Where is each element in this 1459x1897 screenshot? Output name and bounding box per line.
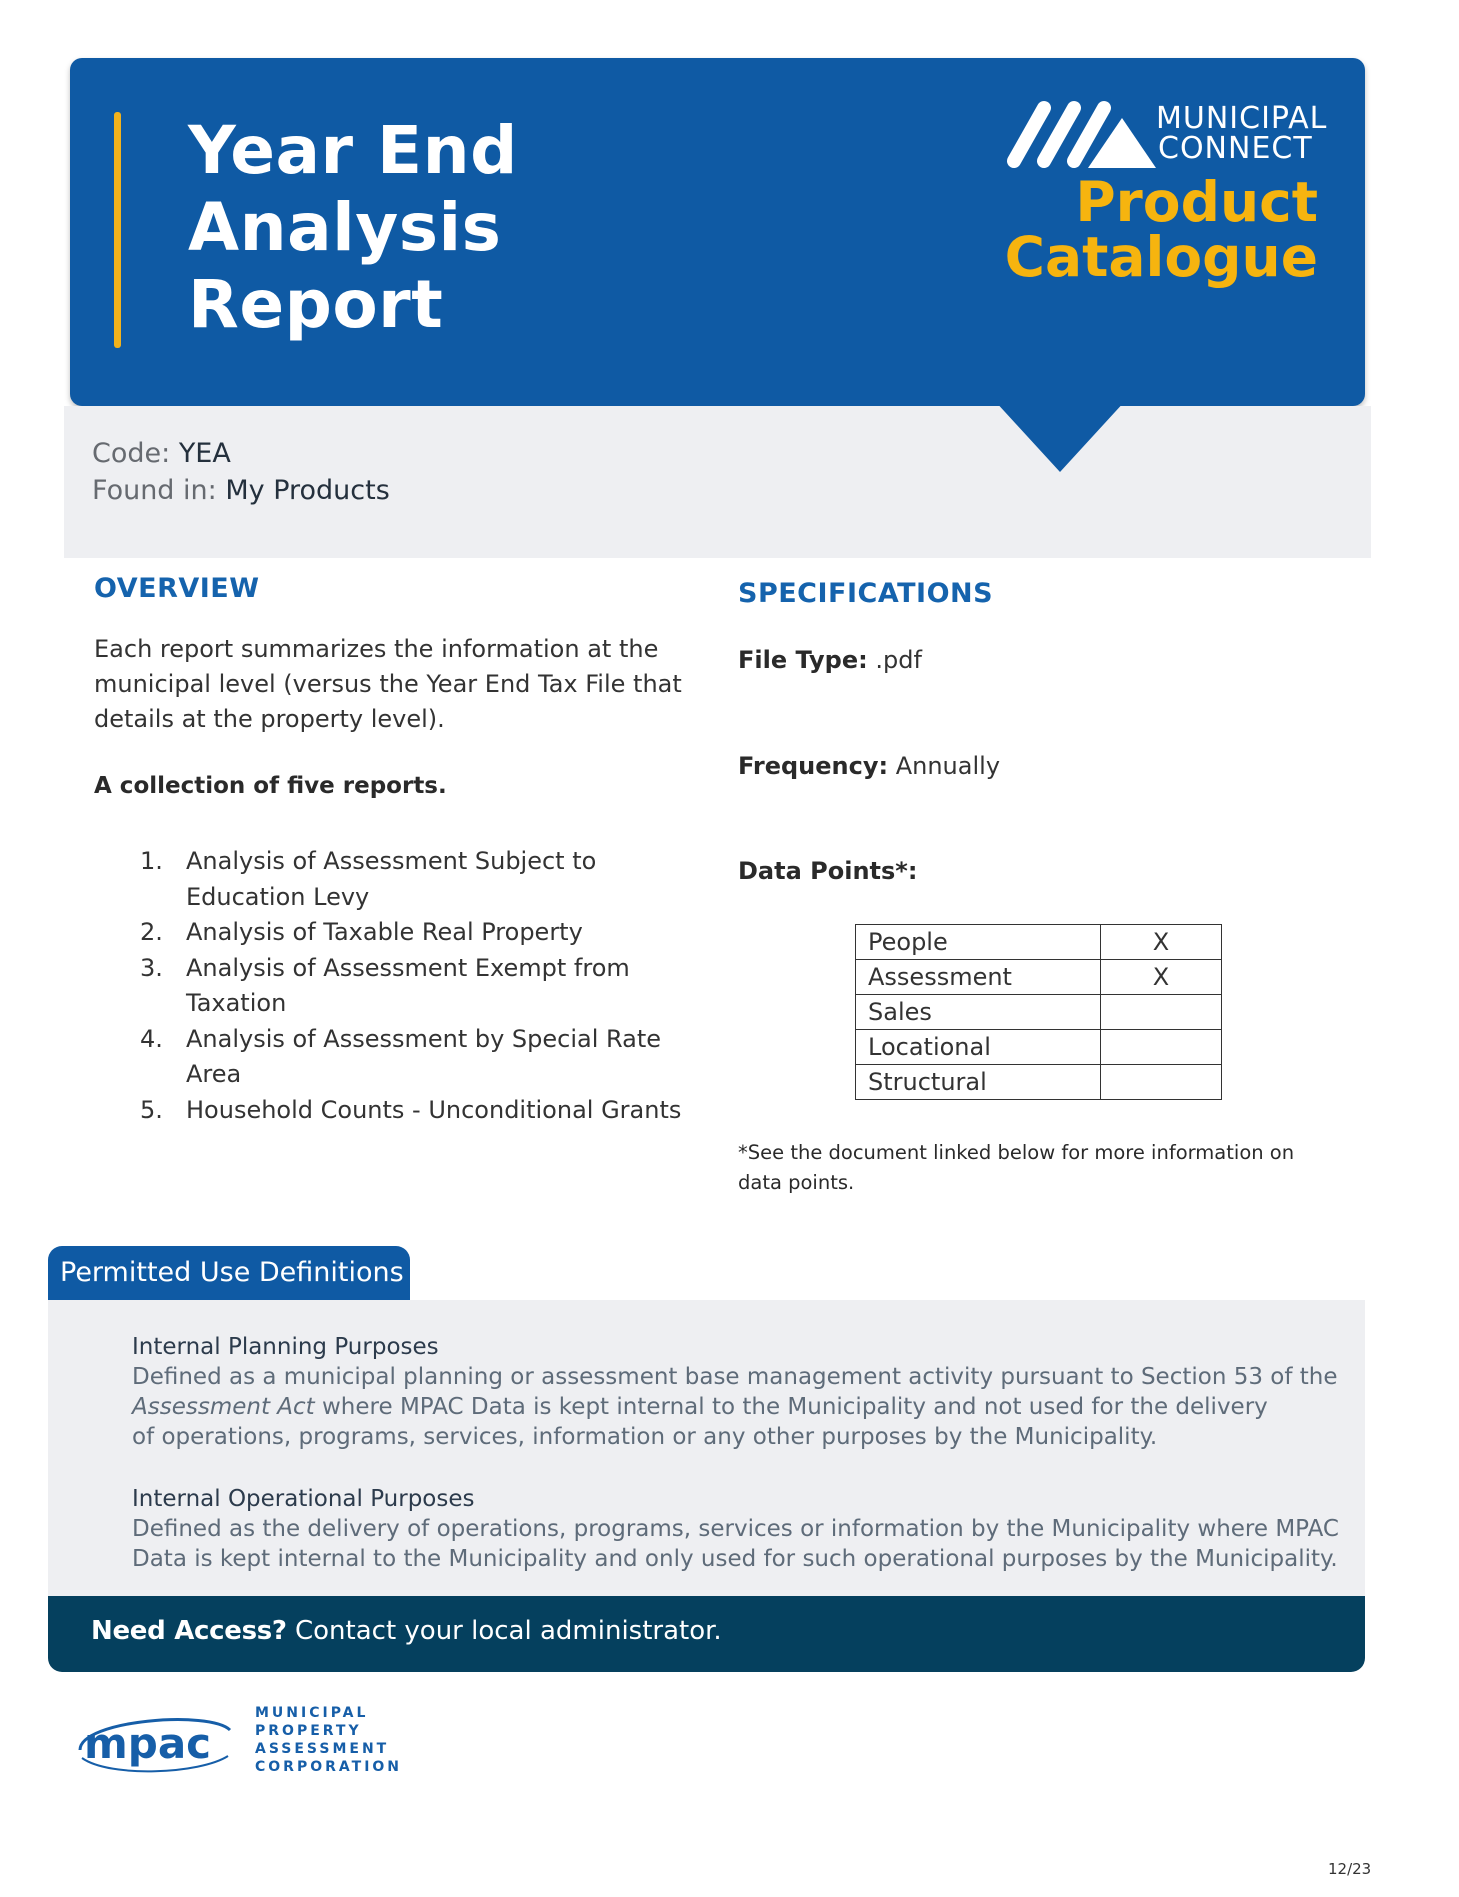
file-type-value: .pdf [875,646,922,674]
list-item-text: Analysis of Assessment by Special Rate Area [186,1024,662,1088]
specifications-heading: SPECIFICATIONS [738,578,994,609]
definition-text-planning-part-1: Defined as a municipal planning or assessment base management activity pursuant to Section 53 of the [132,1364,1338,1390]
data-point-label: Sales [856,995,1101,1030]
code-line [92,438,231,470]
collection-label: A collection of five reports. [94,773,447,799]
definition-text-operational-line-2: Data is kept internal to the Municipality and only used for such operational purposes by the Municipality. [132,1546,1338,1572]
page-number: 12/23 [1328,1860,1372,1878]
product-meta-box [64,406,1371,558]
frequency-label: Frequency: [738,752,889,780]
data-point-label: Assessment [856,960,1101,995]
org-line-1: MUNICIPAL [255,1705,369,1721]
definition-title-operational: Internal Operational Purposes [132,1486,475,1512]
data-points-line [738,857,917,885]
list-item-number: 4. [140,1024,163,1053]
permitted-use-tab-label: Permitted Use Definitions [60,1257,404,1288]
found-in-value: My Products [225,475,390,506]
list-item-number: 5. [140,1095,163,1124]
definition-text-planning-part-3: of operations, programs, services, information or any other purposes by the Municipality. [132,1424,1158,1450]
table-row [856,1030,1222,1065]
list-item [140,1022,700,1093]
org-line-4: CORPORATION [255,1759,403,1775]
need-access-strong: Need Access? [91,1616,287,1646]
data-points-label: Data Points*: [738,857,918,885]
definition-title-planning: Internal Planning Purposes [132,1334,439,1360]
mpac-org-name [255,1704,402,1776]
frequency-line [738,752,1000,780]
definition-text-planning-part-2: where MPAC Data is kept internal to the Municipality and not used for the delivery [322,1394,1268,1420]
table-row [856,995,1222,1030]
mpac-logo-icon [70,1700,240,1780]
list-item [140,1093,700,1129]
list-item [140,844,700,915]
frequency-value: Annually [895,752,1001,780]
org-line-3: ASSESSMENT [255,1741,390,1757]
data-point-mark: X [1101,960,1222,995]
brand-word-municipal: MUNICIPAL [1156,101,1328,136]
product-catalogue-label: Product Catalogue [1004,170,1318,289]
list-item [140,915,700,951]
list-item-number: 2. [140,918,163,946]
list-item-text: Analysis of Assessment Exempt from Taxation [186,953,630,1017]
definition-text-operational-line-1: Defined as the delivery of operations, programs, services or information by the Municipality where MPAC [132,1516,1339,1542]
list-item-number: 3. [140,953,163,982]
data-point-label: Structural [856,1065,1101,1100]
table-row [856,960,1222,995]
list-item-text: Analysis of Taxable Real Property [186,918,583,946]
list-item-text: Household Counts - Unconditional Grants [186,1095,682,1124]
definition-text-planning [132,1362,1338,1452]
need-access-contact: Contact your local administrator. [294,1616,722,1646]
overview-heading: OVERVIEW [94,573,260,604]
need-access-bar [48,1596,1365,1672]
permitted-use-tab [48,1246,410,1300]
accent-bar [114,112,121,348]
table-row [856,1065,1222,1100]
data-point-mark [1101,995,1222,1030]
report-title-line-3: Report [188,266,444,343]
table-row [856,925,1222,960]
assessment-act-reference: Assessment Act [132,1394,315,1420]
permitted-use-box [48,1300,1365,1596]
report-title-line-2: Analysis [188,189,502,266]
data-points-footnote: *See the document linked below for more information on data points. [738,1141,1295,1194]
header-banner [70,58,1365,406]
overview-paragraph: Each report summarizes the information at the municipal level (versus the Year End Tax File that details at the property level). [94,635,682,733]
definition-text-operational [132,1514,1339,1574]
data-point-mark [1101,1065,1222,1100]
data-points-table [855,924,1222,1100]
data-point-mark [1101,1030,1222,1065]
need-access-text [91,1616,722,1646]
org-line-2: PROPERTY [255,1723,362,1739]
list-item [140,951,700,1022]
data-point-mark: X [1101,925,1222,960]
data-point-label: Locational [856,1030,1101,1065]
code-value: YEA [178,438,231,469]
mpac-logo-text: mpac [84,1719,212,1768]
data-point-label: People [856,925,1101,960]
code-label: Code: [92,438,171,469]
file-type-line [738,646,922,674]
file-type-label: File Type: [738,646,868,674]
report-list [140,844,700,1128]
list-item-text: Analysis of Assessment Subject to Education Levy [186,847,597,911]
banner-pointer [994,400,1126,472]
found-in-line [92,475,390,507]
report-title-line-1: Year End [188,112,518,189]
list-item-number: 1. [140,847,163,875]
found-in-label: Found in: [92,475,217,506]
brand-word-connect: CONNECT [1158,131,1313,166]
